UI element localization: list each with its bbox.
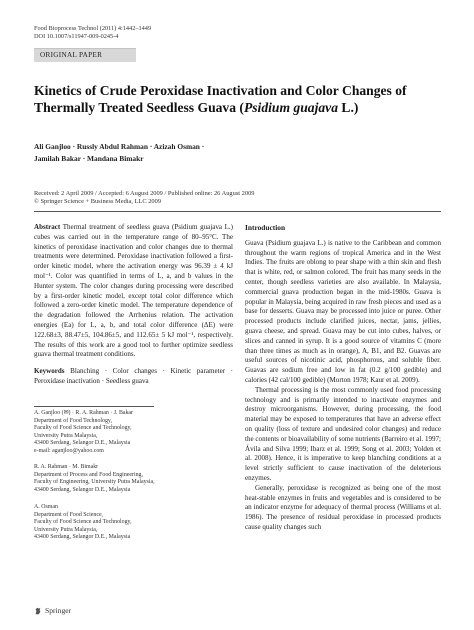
publication-history xyxy=(34,190,254,207)
affiliation-line: University Putra Malaysia, xyxy=(34,526,98,533)
copyright-notice: © Springer Science + Business Media, LLC 2009 xyxy=(34,198,162,206)
abstract xyxy=(34,223,233,360)
intro-paragraph: Guava (Psidium guajava L.) is native to the Caribbean and common throughout the warm regions of tropical America and in the West Indies. The fruits are oblong to pear shape with a thin skin and flesh that is white, red, or salmon colored. The fruit has many seeds in the center, though seedless varieties are also available. In Malaysia, commercial guava production began in the mid-1980s. Guava is popular in Malaysia, being acquired in raw fresh pieces and used as a base for desserts. Guava may be processed into juice or puree. Other processed products include clarified juices, nectar, jams, jellies, guava cheese, and spread. Guava may be cut into cubes, halves, or slices and canned in syrup. It is a good source of vitamins C (more than three times as much as in orange), A, B1, and B2. Guavas are useful sources of nicotinic acid, phosphorous, and soluble fiber. Guavas are sodium free and low in fat (0.2 g/100 gedible) and calories (42 cal/100 gedible) (Morton 1978; Kaur et al. 2009). xyxy=(245,238,441,384)
publisher-logo xyxy=(34,606,71,615)
header-divider xyxy=(34,211,441,212)
keywords-text: Blanching · Color changes · Kinetic parameter · Peroxidase inactivation · Seedless guava xyxy=(34,367,234,385)
springer-horse-icon xyxy=(34,607,42,615)
authors-line-1: Ali Ganjloo · Russly Abdul Rahman · Azizah Osman · xyxy=(34,142,205,151)
introduction-heading: Introduction xyxy=(245,223,286,232)
title-species: Psidium guajava xyxy=(243,100,338,115)
affiliation-line: Faculty of Food Science and Technology, xyxy=(34,425,132,432)
title-tail: L.) xyxy=(338,100,359,115)
abstract-text: Thermal treatment of seedless guava (Psidium guajava L.) cubes was carried out in the temperature range of 80–95°C. The kinetics of peroxidase inactivation and color changes due to thermal treatments were determined. Peroxidase inactivation followed a first-order kinetic model, where the activation energy was 96.39 ± 4 kJ mol⁻¹. Color was quantified in terms of L, a, and b values in the Hunter system. The color changes during processing were described by a first-order kinetic model, except total color difference which followed a zero-order kinetic model. The temperature dependence of the degradation followed the Arrhenius relation. The activation energies (Ea) for L, a, b, and total color difference (ΔE) were 122.68±3, 88.47±5, 104.86±5, and 112.65± 5 kJ mol⁻¹, respectively. The results of this work are a good tool to further optimize seedless guava thermal treatment conditions. xyxy=(34,223,233,359)
journal-citation: Food Bioprocess Technol (2011) 4:1442–1449 xyxy=(34,25,152,32)
affiliation-line: 43400 Serdang, Selangor D.E., Malaysia xyxy=(34,440,131,447)
affiliation-2 xyxy=(34,464,224,494)
abstract-label: Abstract xyxy=(34,223,61,231)
left-column xyxy=(34,223,233,387)
date-history: Received: 2 April 2009 / Accepted: 6 August 2009 / Published online: 26 August 2009 xyxy=(34,190,255,197)
right-column xyxy=(245,223,441,533)
affiliation-line: University Putra Malaysia, xyxy=(34,432,98,439)
affiliation-line: A. Ganjloo (✉) · R. A. Rahman · J. Bakar xyxy=(34,410,134,416)
affiliation-line: 43400 Serdang, Selangor D.E., Malaysia xyxy=(34,534,131,541)
affiliation-divider xyxy=(34,406,154,407)
author-list xyxy=(34,141,414,164)
article-type-label: ORIGINAL PAPER xyxy=(40,51,103,59)
journal-reference xyxy=(34,25,151,41)
publisher-name: Springer xyxy=(45,606,72,615)
affiliation-line: Faculty of Food Science and Technology, xyxy=(34,519,132,526)
keywords-label: Keywords xyxy=(34,367,65,376)
affiliation-1 xyxy=(34,410,224,456)
authors-line-2: Jamilah Bakar · Mandana Bimakr xyxy=(34,153,144,163)
affiliation-line: A. Osman xyxy=(34,504,58,510)
keywords xyxy=(34,367,233,387)
intro-paragraph: Thermal processing is the most commonly used food processing technology and is primarily intended to inactivate enzymes and destroy microorganisms. However, during processing, the food material may be exposed to temperatures that have an adverse effect on quality (loss of texture and undesired color changes) and reduce the contents or bioavailability of some nutrients (Barreiro et al. 1997; Ávila and Silva 1999; Ibarz et al. 1999; Song et al. 2003; Yolden et al. 2008). Hence, it is imperative to keep blanching conditions at a level strictly sufficient to cause inactivation of the deleterious enzymes. xyxy=(245,385,441,482)
article-type-bar xyxy=(34,48,136,62)
affiliation-line: 43400 Serdang, Selangor D.E., Malaysia xyxy=(34,486,131,493)
article-title xyxy=(34,82,434,116)
affiliation-line: R. A. Rahman · M. Bimakr xyxy=(34,464,99,470)
doi: DOI 10.1007/s11947-009-0245-4 xyxy=(34,33,119,40)
title-lead: Kinetics of Crude Peroxidase Inactivation and Color Changes of Thermally Treated Seedless Guava ( xyxy=(34,83,407,115)
affiliation-line: Department of Food Technology, xyxy=(34,417,112,424)
intro-paragraph: Generally, peroxidase is recognized as being one of the most heat-stable enzymes in fruits and vegetables and is considered to be an indicator enzyme for adequacy of thermal process (Williams et al. 1986). The presence of residual peroxidase in processed products cause quality changes such xyxy=(245,483,441,531)
email-link[interactable]: e-mail: aganjloo@yahoo.com xyxy=(34,447,104,454)
affiliation-line: Department of Process and Food Engineering, xyxy=(34,471,143,478)
affiliation-line: Faculty of Engineering, University Putra Malaysia, xyxy=(34,479,155,486)
affiliation-3 xyxy=(34,504,224,542)
affiliation-line: Department of Food Science, xyxy=(34,511,104,518)
